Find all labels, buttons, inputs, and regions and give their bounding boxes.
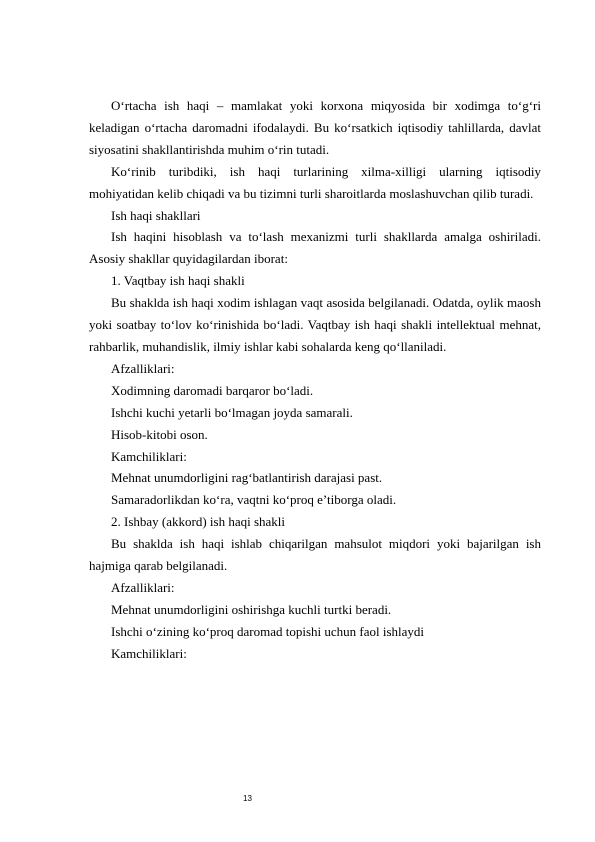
label-advantages: Afzalliklari: (111, 579, 175, 595)
body-text (89, 95, 541, 665)
subheading-time-wage: 1. Vaqtbay ish haqi shakli (111, 273, 245, 289)
list-item: Mehnat unumdorligini rag‘batlantirish darajasi past. (111, 470, 383, 486)
list-item: Ishchi kuchi yetarli bo‘lmagan joyda samarali. (111, 404, 353, 420)
label-advantages: Afzalliklari: (111, 360, 175, 376)
paragraph-average-wage: O‘rtacha ish haqi – mamlakat yoki korxona miqyosida bir xodimga to‘g‘ri keladigan o‘rtacha daromadni ifodalaydi. Bu ko‘rsatkich iqtisodiy tahlillarda, davlat siyosatini shakllantirishda muhim o‘rin tutadi. (89, 98, 541, 157)
list-item: Mehnat unumdorligini oshirishga kuchli turtki beradi. (111, 601, 392, 617)
paragraph-wage-mechanism: Ish haqini hisoblash va to‘lash mexanizmi turli shakllarda amalga oshiriladi. Asosiy shakllar quyidagilardan iborat: (89, 229, 541, 267)
list-item: Samaradorlikdan ko‘ra, vaqtni ko‘proq e’tiborga oladi. (111, 492, 397, 508)
list-item: Hisob-kitobi oson. (111, 426, 208, 442)
list-item: Ishchi o‘zining ko‘proq daromad topishi uchun faol ishlaydi (111, 623, 425, 639)
paragraph-piece-wage-description: Bu shaklda ish haqi ishlab chiqarilgan mahsulot miqdori yoki bajarilgan ish hajmiga qarab belgilanadi. (89, 536, 541, 574)
paragraph-wage-types-summary: Ko‘rinib turibdiki, ish haqi turlarining xilma-xilligi ularning iqtisodiy mohiyatidan kelib chiqadi va bu tizimni turli sharoitlarda moslashuvchan qilib turadi. (89, 163, 541, 201)
label-disadvantages: Kamchiliklari: (111, 645, 187, 661)
label-disadvantages: Kamchiliklari: (111, 448, 187, 464)
paragraph-time-wage-description: Bu shaklda ish haqi xodim ishlagan vaqt asosida belgilanadi. Odatda, oylik maosh yoki soatbay to‘lov ko‘rinishida bo‘ladi. Vaqtbay ish haqi shakli intellektual mehnat, rahbarlik, muhandislik, ilmiy ishlar kabi sohalarda keng qo‘llaniladi. (89, 295, 541, 354)
section-heading-wage-forms: Ish haqi shakllari (111, 207, 201, 223)
subheading-piece-wage: 2. Ishbay (akkord) ish haqi shakli (111, 514, 286, 530)
page-number: 13 (243, 794, 252, 803)
list-item: Xodimning daromadi barqaror bo‘ladi. (111, 382, 314, 398)
